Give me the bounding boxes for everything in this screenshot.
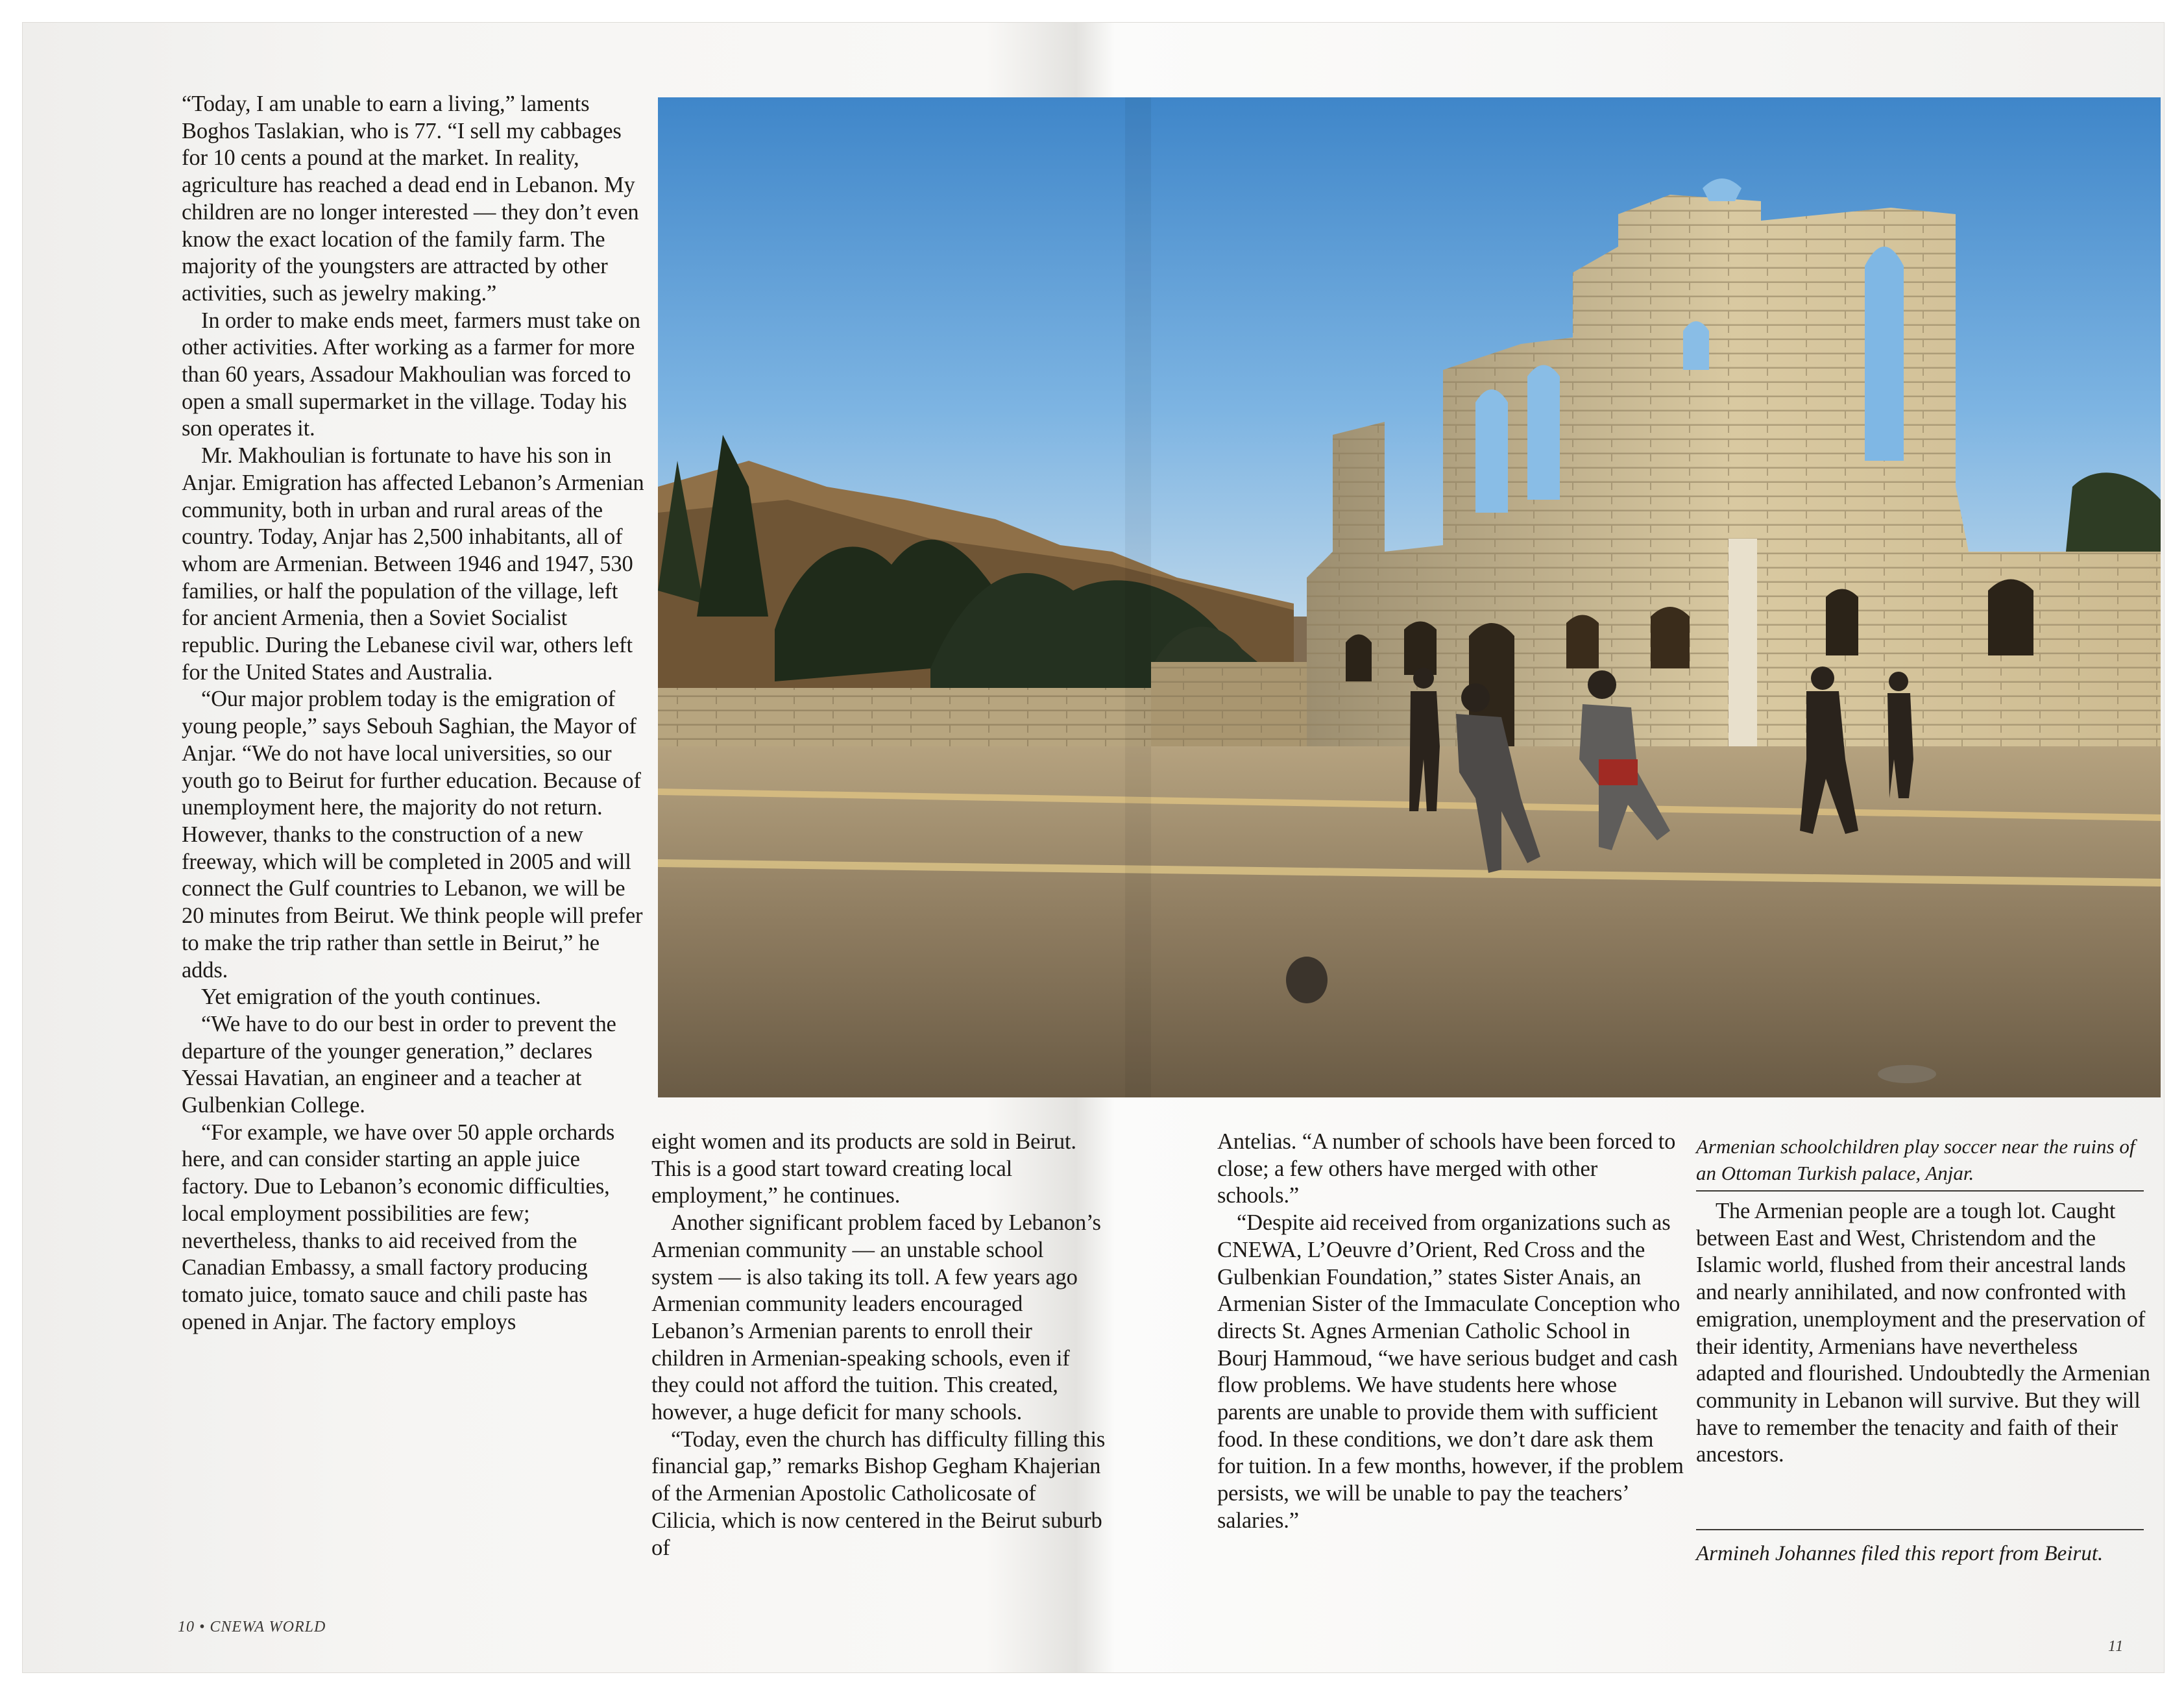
caption-divider xyxy=(1696,1190,2144,1192)
photo-caption: Armenian schoolchildren play soccer near the ruins of an Ottoman Turkish palace, Anjar. xyxy=(1696,1135,2135,1184)
paragraph: “Our major problem today is the emigration of young people,” says Sebouh Saghian, the Mayor of Anjar. “We do not have local universities, so our youth go to Beirut for further education. Because of unemployment here, the majority do not return. However, thanks to the construction of a new freeway, which will be completed in 2005 and will connect the Gulf countries to Lebanon, we will be 20 minutes from Beirut. We think people will prefer to make the trip rather than settle in Beirut,” he adds. xyxy=(182,687,643,983)
page-folio-right: 11 xyxy=(2108,1638,2124,1655)
author-credit: Armineh Johannes filed this report from Beirut. xyxy=(1696,1542,2104,1565)
paragraph: In order to make ends meet, farmers must take on other activities. After working as a farmer for more than 60 years, Assadour Makhoulian was forced to open a small supermarket in the village. Today his son operates it. xyxy=(182,308,640,441)
paragraph: Another significant problem faced by Lebanon’s Armenian community — an unstable school system — is also taking its toll. A few years ago Armenian community leaders encouraged Lebanon’s Armenian parents to enroll their children in Armenian-speaking schools, even if they could not afford the tuition. This created, however, a huge deficit for many schools. xyxy=(651,1210,1101,1425)
paragraph: Yet emigration of the youth continues. xyxy=(201,985,541,1010)
paragraph: The Armenian people are a tough lot. Caught between East and West, Christendom and the Islamic world, flushed from their ancestral lands and nearly annihilated, and now confronted with emigration, unemployment and the preservation of their identity, Armenians have nevertheless adapted and flourished. Undoubtedly the Armenian community in Lebanon will survive. But they will have to remember the tenacity and faith of their ancestors. xyxy=(1696,1199,2150,1467)
paragraph: “Today, even the church has difficulty filling this financial gap,” remarks Bishop Gegham Khajerian of the Armenian Apostolic Catholicosate of Cilicia, which is now centered in the Beirut suburb of xyxy=(651,1426,1106,1560)
paragraph: “For example, we have over 50 apple orchards here, and can consider starting an apple juice factory. Due to Lebanon’s economic difficulties, local employment possibilities are few; nevertheless, thanks to aid received from the Canadian Embassy, a small factory producing tomato juice, tomato sauce and chili paste has opened in Anjar. The factory employs xyxy=(182,1119,615,1334)
paragraph: “We have to do our best in order to prevent the departure of the younger generation,” declares Yessai Havatian, an engineer and a teacher at Gulbenkian College. xyxy=(182,1011,616,1118)
paragraph: “Despite aid received from organizations such as CNEWA, L’Oeuvre d’Orient, Red Cross and the Gulbenkian Foundation,” states Sister Anais, an Armenian Sister of the Immaculate Conception who directs St. Agnes Armenian Catholic School in Bourj Hammoud, “we have serious budget and cash flow problems. We have students here whose parents are unable to provide them with sufficient food. In these conditions, we don’t dare ask them for tuition. In a few months, however, if the problem persists, we will be unable to pay the teachers’ salaries.” xyxy=(1217,1210,1684,1533)
article-column-4 xyxy=(1696,1198,2150,1469)
credit-divider xyxy=(1696,1529,2144,1530)
article-column-2 xyxy=(651,1129,1106,1561)
article-column-1 xyxy=(182,91,649,1336)
page-folio-left: 10 • CNEWA WORLD xyxy=(178,1619,326,1635)
article-column-3 xyxy=(1217,1129,1684,1535)
paragraph: Mr. Makhoulian is fortunate to have his son in Anjar. Emigration has affected Lebanon’s Armenian community, both in urban and rural areas of the country. Today, Anjar has 2,500 inhabitants, all of whom are Armenian. Between 1946 and 1947, 530 families, or half the population of the village, left for ancient Armenia, then a Soviet Socialist republic. During the Lebanese civil war, others left for the United States and Australia. xyxy=(182,443,644,685)
paragraph: “Today, I am unable to earn a living,” laments Boghos Taslakian, who is 77. “I sell my cabbages for 10 cents a pound at the market. In reality, agriculture has reached a dead end in Lebanon. My children are no longer interested — they don’t even know the exact location of the family farm. The majority of the youngsters are attracted by other activities, such as jewelry making.” xyxy=(182,92,639,306)
paragraph: Antelias. “A number of schools have been forced to close; a few others have merged with other schools.” xyxy=(1217,1129,1676,1208)
paragraph: eight women and its products are sold in Beirut. This is a good start toward creating local employment,” he continues. xyxy=(651,1129,1076,1208)
ruins-soccer-photo xyxy=(658,97,2161,1097)
magazine-spread xyxy=(22,22,2165,1673)
